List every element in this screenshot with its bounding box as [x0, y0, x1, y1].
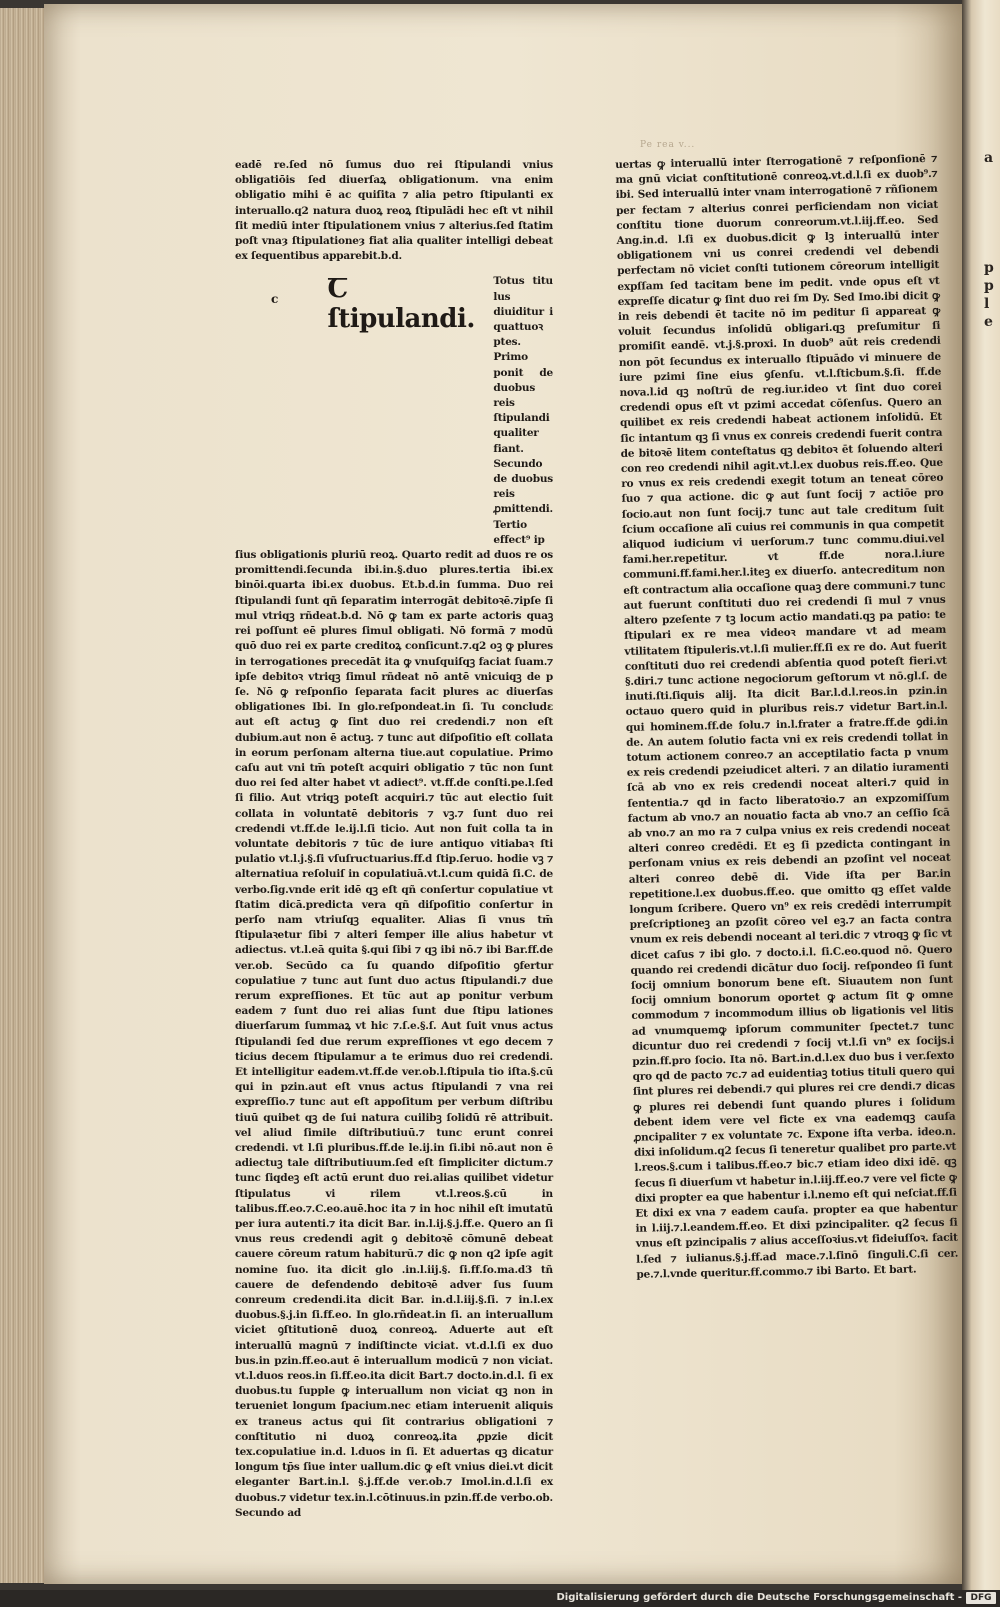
- right-column-body: uertas ꝙ interuallū inter ſterrogationē ⁊ reſponſionē ⁊ ma gnū viciat conſtitutionē conreoꝝ.vt.d.l.ſi ex duob⁹.⁊ ibi. Sed interuallū inter vnam interrogationē ⁊ rñſionem per fectam ⁊ alterius conrei perficiendam non viciat conſtitu tione duorum conreorum.vt.l.iij.ff.eo. Sed Ang.in.d. l.ſi ex duobus.dicit ꝙ lꝫ interuallū inter obligationem vni us conrei credendi vel debendi perfectam nō viciet conſti tutionem cōreorum intelligit expſſam ſed tacitam bene im pedit. vnde opus eſt vt expreſſe dicatur ꝙ ſint duo rei ſm Dy. Sed Imo.ibi dicit ꝙ in reis debendi ēt tacite nō im peditur ſi appareat ꝙ voluit ſecundus inſolidū obligari.qꝫ preſumitur ſi promiſit eandē. vt.j.§.proxi. In duob⁹ aūt reis credendi non pōt ſecundus ex interuallo ſtipuādo vi minuere de iure pzimi ſine eius ꝯſenſu. vt.l.ſticbum.§.ſi. ff.de nova.l.id qꝫ noſtrū de reg.iur.ideo vt ſint duo corei credendi opus eſt vt pzimi accedat cōſenſus. Quero an quilibet ex reis credendi habeat actionem inſolidū. Et ſic intantum qꝫ ſi vnus ex conreis credendi fuerit contra de bitoꝛē litem conteſtatus qꝫ debitoꝛ ēt ſoluendo alteri con reo credendi nihil agit.vt.l.ex duobus reis.ff.eo. Que ro vnus ex reis credendi exegit totum an teneat cōreo ſuo ⁊ qua actione. dic ꝙ aut ſunt ſocij ⁊ actiōe pro ſocio.aut non ſunt ſocij.⁊ tunc aut tale creditum ſuit ſcium occaſione alī cuius rei communis in qua competit aliquod iudicium vi uerſorum.⁊ tunc commu.diui.vel fami.her.repetitur. vt ff.de nora.l.iure communi.ff.fami.her.l.iteꝫ ex diuerſo. antecreditum non eſt contractum alia occaſione quaꝫ dere communi.⁊ tunc aut fuerunt conſtituti duo rei credendi ſi mul ⁊ vnus altero pzeſente ⁊ tꝫ locum actio mandati.qꝫ pa patio: te ſtipulari ex re mea videoꝛ mandare vt ad meam vtilitatem ſtipuleris.vt.l.ſi mulier.ff.ſi ex re do. Aut fuerit conſtituti duo rei credendi abſentia quod poteſt fieri.vt §.diri.⁊ tunc actione negociorum geſtorum vt nō.gl.ſ. de inuti.ſti.ſiquis alij. Ita dicit Bar.l.d.l.reos.in pzin.in octauo quero quid in pluribus reis.⁊ videtur Bart.in.l. qui hominem.ff.de ſolu.⁊ in.l.frater a fratre.ff.de ꝯdi.in de. An autem ſolutio facta vni ex reis credendi tollat in totum actionem conreo.⁊ an acceptilatio facta p vnum ex reis credendi pzeiudicet alteri. ⁊ an dilatio iuramenti ſcā ab vno ex reis credendi noceat alteri.⁊ quid in ſententia.⁊ qd in facto liberatoꝛio.⁊ an expzomiſſum factum ab vno.⁊ an nouatio facta ab vno.⁊ an ceſſio ſcā ab vno.⁊ an mo ra ⁊ culpa vnius ex reis credendi noceat alteri conreo credēdi. Et eꝫ ſi pzedicta contingant in perſonam vnius ex reis debendi an pzoſint vel noceat alteri conreo debē di. Vide iſta per Bar.in repetitione.l.ex duobus.ff.eo. que omitto qꝫ eſſet valde longum ſcribere. Quero vn⁹ ex reis credēdi interrumpit preſcriptioneꝫ an pzoſit cōreo vel eꝫ.⁊ an facta contra vnum ex reis debendi noceant al teri.dic ⁊ vtroqꝫ ꝙ ſic vt dicet caſus ⁊ ibi glo. ⁊ docto.i.l. ſi.C.eo.quod nō. Quero quando rei credendi dicātur duo ſocij. reſpondeo ſi ſunt ſocij omnium bonorum bene eſt. Siuautem non ſunt ſocij omnium bonorum oportet ꝙ actum ſit ꝙ omne commodum ⁊ incommodum illius ob ligationis vel litis ad vnumquemꝙ ipſorum communiter ſpectet.⁊ tunc dicuntur duo rei credendi ⁊ ſocij vt.l.ſi vn⁹ ex ſocijs.i pzin.ff.pro ſocio. Ita nō. Bart.in.d.l.ex duo bus i ver.ſexto qro qd de pacto ⁊c.⁊ ad euidentiaꝫ totius tituli quero qui ſint plures rei debendi.⁊ qui plures rei cre dendi.⁊ dicas ꝙ plures rei debendi ſunt quando plures i ſolidum debent idem vere vel ficte ex vna eademqꝫ cauſa ꝓncipaliter ⁊ ex voluntate ⁊c. Expone iſta verba. ideo.n. dixi inſolidum.q2 ſecus ſi teneretur qualibet pro parte.vt l.reos.§.cum i talibus.ff.eo.⁊ bic.⁊ etiam ideo dixi idē. qꝫ ſecus ſi diuerſum vt habetur in.l.iij.ff.eo.⁊ vere vel ficte ꝙ dixi propter ea que habentur i.l.nemo eſt qui neſciat.ff.ſi Et dixi ex vna ⁊ eadem cauſa. propter ea que habentur in l.iij.⁊.l.eandem.ff.eo. Et dixi pzincipaliter. q2 ſecus ſi vnus eſt pzincipalis ⁊ alius acceſſoꝛius.vt fideiuſſoꝛ. facit l.ſed ⁊ iulianus.§.j.ff.ad mace.⁊.l.ſinō ſinguli.C.ſi cer. pe.⁊.l.vnde queritur.ff.commo.⁊ ibi Barto. Et bart.: [615, 152, 959, 1281]
- footer-text: Digitalisierung gefördert durch die Deutsche Forschungsgemeinschaft -: [556, 1592, 962, 1603]
- page-edge: [0, 8, 49, 1583]
- right-column: [615, 152, 959, 1283]
- running-head: Pe rea v...: [640, 140, 696, 150]
- rubric: [235, 274, 553, 548]
- margin-char: p: [984, 278, 994, 294]
- rubric-marker: c: [271, 292, 279, 307]
- rubric-rest: Totus titu lus diuiditur i quattuoꝛ ptes. Primo ponit de duobus reis ſtipulandi qualiter fiant. Secundo de duobus reis ꝓmittendi. Tertio effect⁹ ip: [493, 275, 554, 546]
- left-column: [235, 158, 553, 1521]
- right-page-edge: [962, 0, 1000, 1590]
- left-column-body: ſius obligationis pluriū reoꝝ. Quarto redit ad duos re os promittendi.ſecunda ibi.in.§.duo plures.tertia ibi.ex binōi.quarta ibi.ex duobus. Et.b.d.in ſumma. Duo rei ſtipulandi ſunt qñ ſeparatim interrogāt debitoꝛē.⁊ipſe ſi mul vtriqꝫ rñdeat.b.d. Nō ꝙ tam ex parte actoris quaꝫ rei poſſunt eē plures ſimul obligati. Nō formā ⁊ modū quō duo rei ex parte creditoꝝ conſicunt.⁊.q2 oꝫ ꝙ plures in terrogationes precedāt ita ꝙ vnuſquiſqꝫ faciat ſuam.⁊ ipſe debitoꝛ vtriqꝫ ſimul rñdeat nō antē vnicuiqꝫ de p ſe. Nō ꝙ reſponſio ſeparata facit plures ac diuerſas obligationes Ibi. In glo.reſpondeat.in ſi. Tu concludε aut eſt actuꝫ ꝙ ſint duo rei credendi.⁊ non eſt dubium.aut non ē actuꝫ. ⁊ tunc aut diſpoſitio eſt collata in eorum perſonam alterna tiue.aut copulatiue. Primo caſu aut vni tm̄ poteſt acquiri obligatio ⁊ tūc non ſunt duo rei ſed alter habet vt adiect⁹. vt.ff.de conſti.pe.l.ſed ſi filio. Aut vtriqꝫ poteſt acquiri.⁊ tūc aut electio ſuit collata in voluntatē debitoris ⁊ vꝫ.⁊ ſunt duo rei credendi vt.ff.de le.ij.l.ſi ticio. Aut non fuit colla ta in voluntate debitoris ⁊ tūc de iure antiquo vitiabaꝛ ſti pulatio vt.l.j.§.ſi vſuſructuarius.ff.d ſtip.ſeruo. hodie vꝫ ⁊ alternatiua reſoluiſ in copulatiuā.vt.l.cum quidā ſi.C. de verbo.ſig.vnde erit idē qꝫ eſt qñ conſertur copulatiue vt ſtatim dicā.predicta vera qñ diſpoſitio conſertur in perſo nam vtriuſqꝫ equaliter. Alias ſi vnus tm̄ ſtipulaꝛetur ſibi ⁊ alteri ſemper ille alius habetur vt adiectus. vt.l.eā quita §.qui ſibi ⁊ qꝫ ibi nō.⁊ ibi Bar.ff.de ver.ob. Secūdo ca ſu quando diſpoſitio ꝯfertur copulatiue ⁊ tunc aut ſunt duo actus ſtipulandi.⁊ due rerum expreſſiones. Et tūc aut ap ponitur verbum eadem ⁊ ſunt duo rei alias ſunt due ſtipu lationes diuerſarum ſummaꝝ vt hic ⁊.ſ.e.§.ſ. Aut ſuit vnus actus ſtipulandi ſed due rerum expreſſiones vt ego decem ⁊ ticius decem ſtipulamur a te erimus duo rei credendi. Et intelligitur eadem.vt.ff.de ver.ob.l.ſtipula tio iſta.§.cū qui in pzin.aut eſt vnus actus ſtipulandi ⁊ vna rei expreſſio.⁊ tunc aut eſt appoſitum per verbum diſtribu tiuū quibet qꝫ de ſui natura cuilibꝫ ſolidū rē attribuit. vel aliud ſimile diſtributiuū.⁊ tunc erunt conrei credendi. vt l.ſi pluribus.ff.de le.ij.in ſi.ibi nō.aut non ē adiectuꝫ tale diſtributiuum.ſed eſt ſimpliciter dictum.⁊ tunc ſiqdeꝫ eſt actū erunt duo rei.alias quilibet videtur ſtipulatus vi rilem vt.l.reos.§.cū in talibus.ff.eo.⁊.C.eo.auē.hoc ita ⁊ in hoc nihil eſt imutatū per iura autenti.⁊ ita dicit Bar. in.l.ij.§.j.ff.e. Quero an ſi vnus reus credendi agit ꝯ debitoꝛē cōmunē debeat cauere cōreum ratum habiturū.⁊ dic ꝙ non q2 ipſe agit nomine ſuo. ita dicit glo .in.l.iij.§. ſi.ff.ſo.ma.d3 tñ cauere de defendendo debitoꝛē adver ſus ſuum conreum credendi.ita dicit Bar. in.d.l.iij.§.ſi. ⁊ in.l.ex duobus.§.j.in ſi.ff.eo. In glo.rñdeat.in ſi. an interuallum viciet ꝯſtitutionē duoꝝ conreoꝝ. Aduerte aut eſt interuallū magnū ⁊ indiſtincte viciat. vt.d.l.ſi ex duo bus.in pzin.ff.eo.aut ē interuallum modicū ⁊ non viciat. vt.l.duos reos.in ſi.ff.eo.ita dicit Bart.⁊ docto.in.d.l. ſi ex duobus.tu ſupple ꝙ interuallum non viciat qꝫ non in terueniet longum ſpacium.nec etiam interuenit aliquis ex traneus actus qui ſit contrarius obligationi ⁊ conſtitutio ni duoꝝ conreoꝝ.ita ꝓpzie dicit tex.copulatiue in.d. l.duos in ſi. Et aduertas qꝫ dicatur longum tp̄s ſiue inter uallum.dic ꝙ eſt vnius diei.vt dicit eleganter Bart.in.l. §.j.ff.de ver.ob.⁊ Imol.in.d.l.ſi ex duobus.⁊ videtur tex.in.l.cōtinuus.in pzin.ff.de verbo.ob. Secundo ad: [235, 549, 553, 1519]
- margin-char: e: [984, 314, 993, 330]
- dfg-logo: DFG: [966, 1592, 996, 1604]
- left-column-top-text: eadē re.ſed nō ſumus duo rei ſtipulandi vnius obligatiōis ſed diuerſaꝝ obligationum. vna enim obligatio mihi ē ac quiſita ⁊ alia petro ſtipulanti ex interuallo.q2 natura duoꝝ reoꝝ ſtipulādi hec eſt vt nihil ſit mediū inter ſtipulationem vnius ⁊ alterius.ſed ſtatim poſt vnaȝ ſtipulationeȝ fiat alia qualiter intelligi debeat ex ſequentibus apparebit.b.d.: [235, 159, 553, 263]
- margin-char: l: [984, 296, 990, 312]
- rubric-heading: Ꞇ ſtipulandi.: [327, 274, 475, 335]
- margin-char: a: [984, 150, 994, 166]
- margin-char: p: [984, 260, 994, 276]
